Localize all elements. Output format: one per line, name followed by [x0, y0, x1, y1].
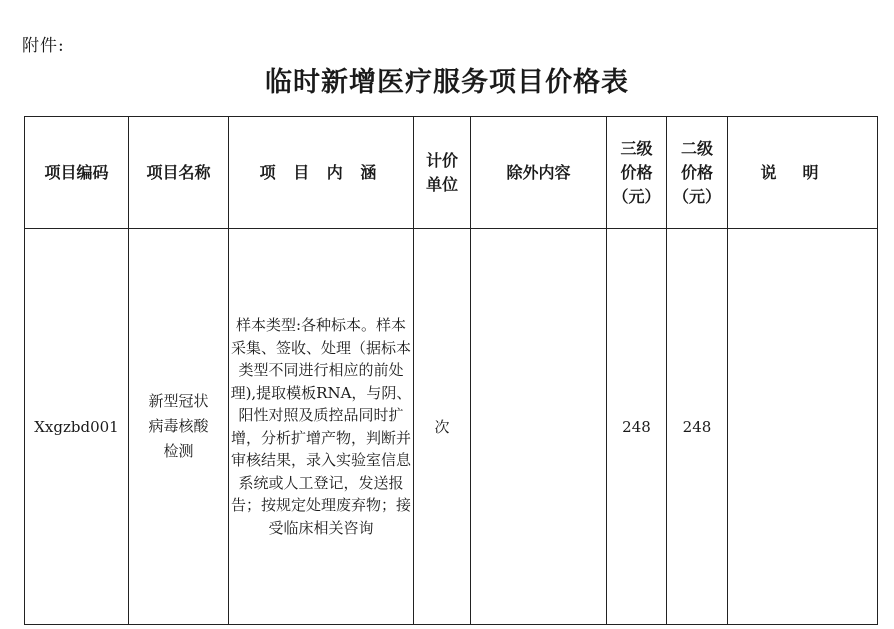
- header-price-level3: [607, 117, 667, 229]
- header-price-level2-line: （元）: [672, 186, 721, 206]
- cell-price-level3: 248: [607, 229, 667, 625]
- cell-code: Xxgzbd001: [25, 229, 129, 625]
- header-unit-line: 单位: [425, 174, 458, 194]
- header-price-level3-line: 三级: [620, 138, 653, 158]
- header-code: 项目编码: [25, 117, 129, 229]
- cell-name-line: 新型冠状: [148, 392, 209, 410]
- header-unit-line: 计价: [425, 150, 458, 170]
- header-notes: 说明: [728, 117, 878, 229]
- cell-name-line: 病毒核酸: [148, 417, 209, 435]
- price-table: [24, 116, 878, 625]
- cell-name-line: 检测: [163, 442, 194, 460]
- header-price-level2-line: 价格: [680, 162, 713, 182]
- table-header-row: [25, 117, 878, 229]
- header-content: 项 目 内 涵: [229, 117, 414, 229]
- header-price-level2: [667, 117, 728, 229]
- attachment-label: 附件:: [22, 36, 65, 56]
- cell-name: [129, 229, 229, 625]
- cell-unit: 次: [414, 229, 471, 625]
- page-title: 临时新增医疗服务项目价格表: [265, 67, 629, 98]
- header-exclusions: 除外内容: [471, 117, 607, 229]
- header-price-level2-line: 二级: [680, 138, 713, 158]
- cell-price-level2: 248: [667, 229, 728, 625]
- header-price-level3-line: （元）: [612, 186, 661, 206]
- header-name: 项目名称: [129, 117, 229, 229]
- cell-content: 样本类型:各种标本。样本采集、签收、处理（据标本类型不同进行相应的前处理),提取模板RNA，与阴、阳性对照及质控品同时扩增，分析扩增产物，判断并审核结果，录入实验室信息系统或人工登记，发送报告；按规定处理废弃物；接受临床相关咨询: [229, 229, 414, 625]
- cell-notes: [728, 229, 878, 625]
- header-unit: [414, 117, 471, 229]
- cell-exclusions: [471, 229, 607, 625]
- header-price-level3-line: 价格: [620, 162, 653, 182]
- table-row: [25, 229, 878, 625]
